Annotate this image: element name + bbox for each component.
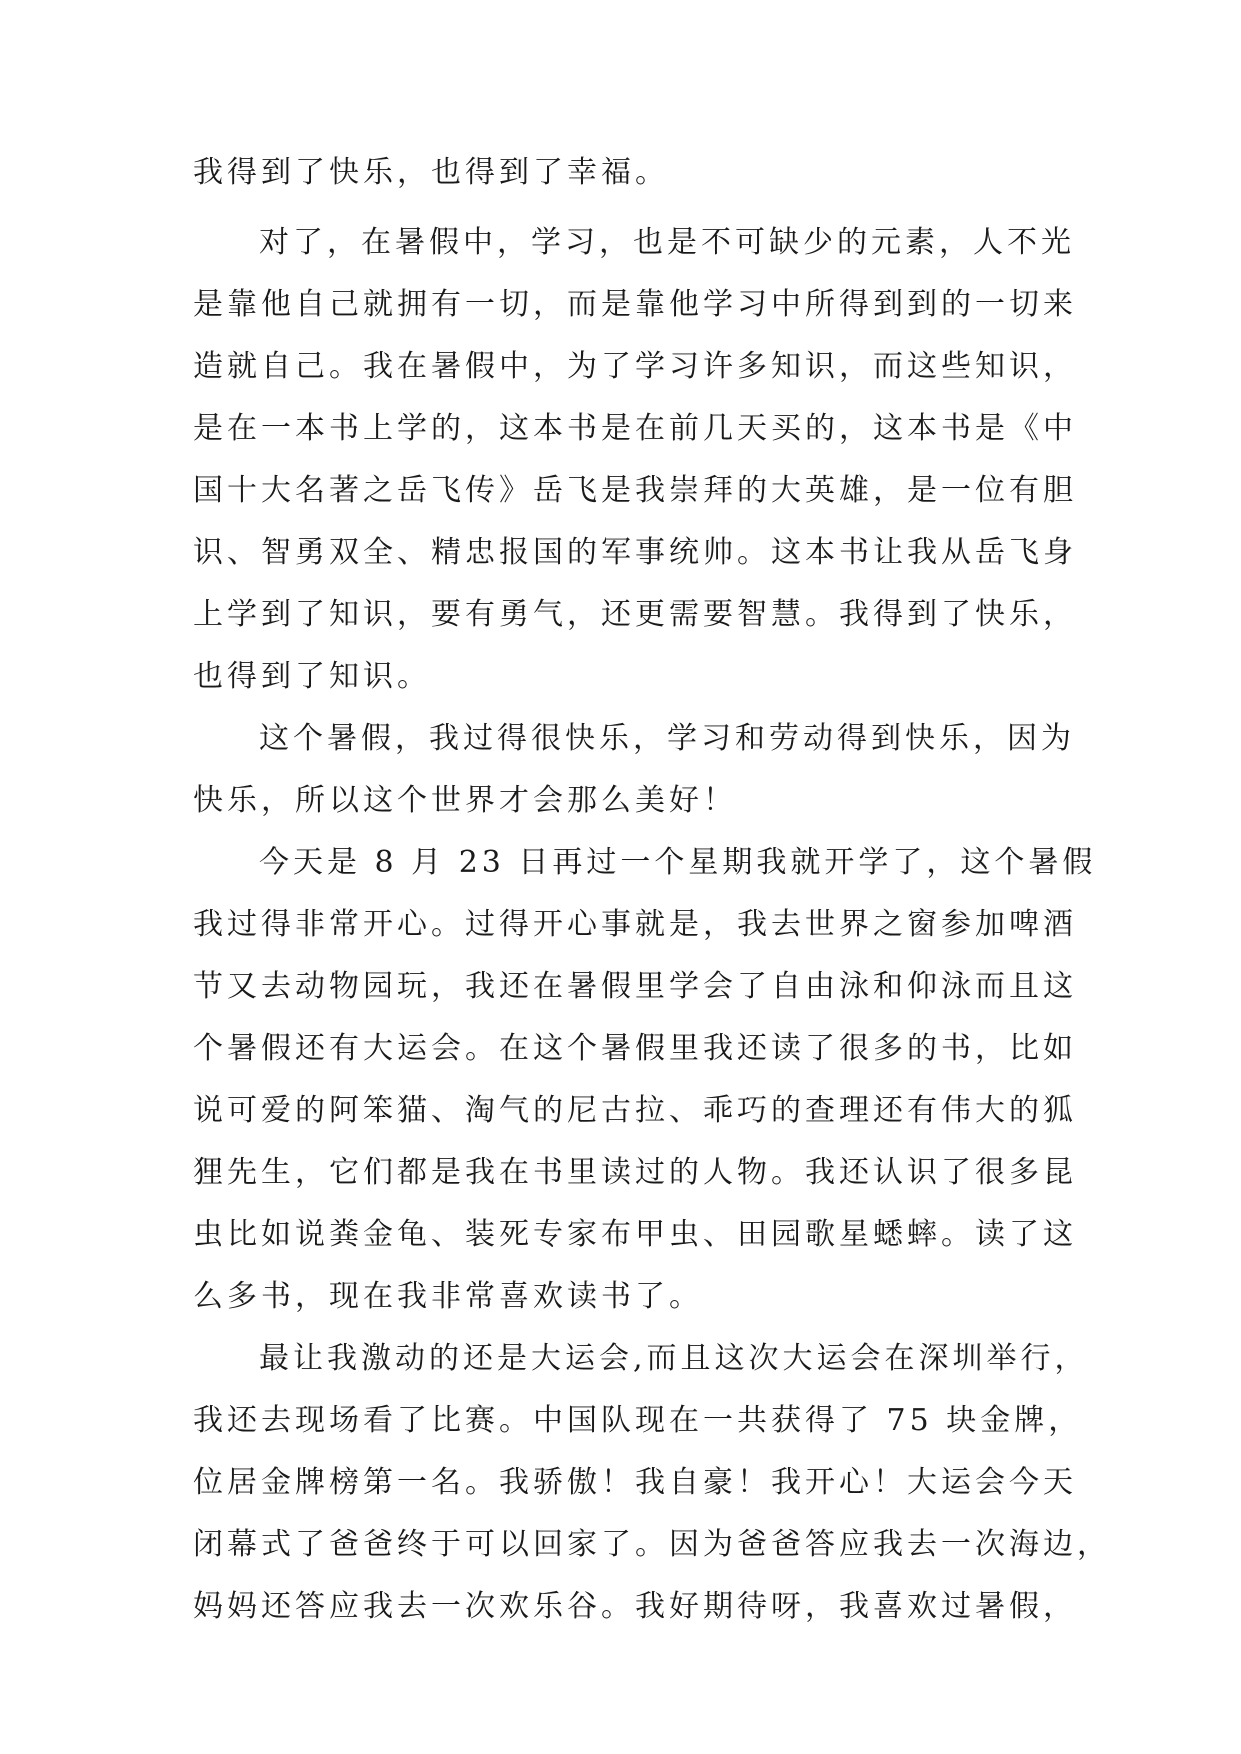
text-line: 个暑假还有大运会。在这个暑假里我还读了很多的书，比如 <box>193 1031 1077 1066</box>
text-line: 最让我激动的还是大运会,而且这次大运会在深圳举行， <box>259 1341 1089 1376</box>
text-line: 狸先生，它们都是我在书里读过的人物。我还认识了很多昆 <box>193 1155 1077 1190</box>
text-line: 识、智勇双全、精忠报国的军事统帅。这本书让我从岳飞身 <box>193 535 1077 570</box>
text-line: 么多书，现在我非常喜欢读书了。 <box>193 1279 703 1314</box>
text-line: 是在一本书上学的，这本书是在前几天买的，这本书是《中 <box>193 411 1077 446</box>
text-line: 也得到了知识。 <box>193 659 431 694</box>
text-line: 我过得非常开心。过得开心事就是，我去世界之窗参加啤酒 <box>193 907 1077 942</box>
text-line: 快乐，所以这个世界才会那么美好！ <box>193 783 737 818</box>
text-line: 对了，在暑假中，学习，也是不可缺少的元素，人不光 <box>259 225 1075 260</box>
text-line: 造就自己。我在暑假中，为了学习许多知识，而这些知识， <box>193 349 1077 384</box>
text-line: 说可爱的阿笨猫、淘气的尼古拉、乖巧的查理还有伟大的狐 <box>193 1093 1077 1128</box>
text-line: 是靠他自己就拥有一切，而是靠他学习中所得到到的一切来 <box>193 287 1077 322</box>
text-line: 节又去动物园玩，我还在暑假里学会了自由泳和仰泳而且这 <box>193 969 1077 1004</box>
text-line: 这个暑假，我过得很快乐，学习和劳动得到快乐，因为 <box>259 721 1075 756</box>
text-line: 虫比如说粪金龟、装死专家布甲虫、田园歌星蟋蟀。读了这 <box>193 1217 1077 1252</box>
text-line: 国十大名著之岳飞传》岳飞是我崇拜的大英雄，是一位有胆 <box>193 473 1077 508</box>
text-line: 妈妈还答应我去一次欢乐谷。我好期待呀，我喜欢过暑假， <box>193 1589 1077 1624</box>
text-line: 我还去现场看了比赛。中国队现在一共获得了 75 块金牌， <box>193 1403 1083 1438</box>
text-line: 位居金牌榜第一名。我骄傲！我自豪！我开心！大运会今天 <box>193 1465 1077 1500</box>
text-line: 我得到了快乐，也得到了幸福。 <box>193 155 669 190</box>
text-line: 今天是 8 月 23 日再过一个星期我就开学了，这个暑假 <box>259 845 1097 880</box>
text-line: 上学到了知识，要有勇气，还更需要智慧。我得到了快乐， <box>193 597 1077 632</box>
text-line: 闭幕式了爸爸终于可以回家了。因为爸爸答应我去一次海边， <box>193 1527 1111 1562</box>
